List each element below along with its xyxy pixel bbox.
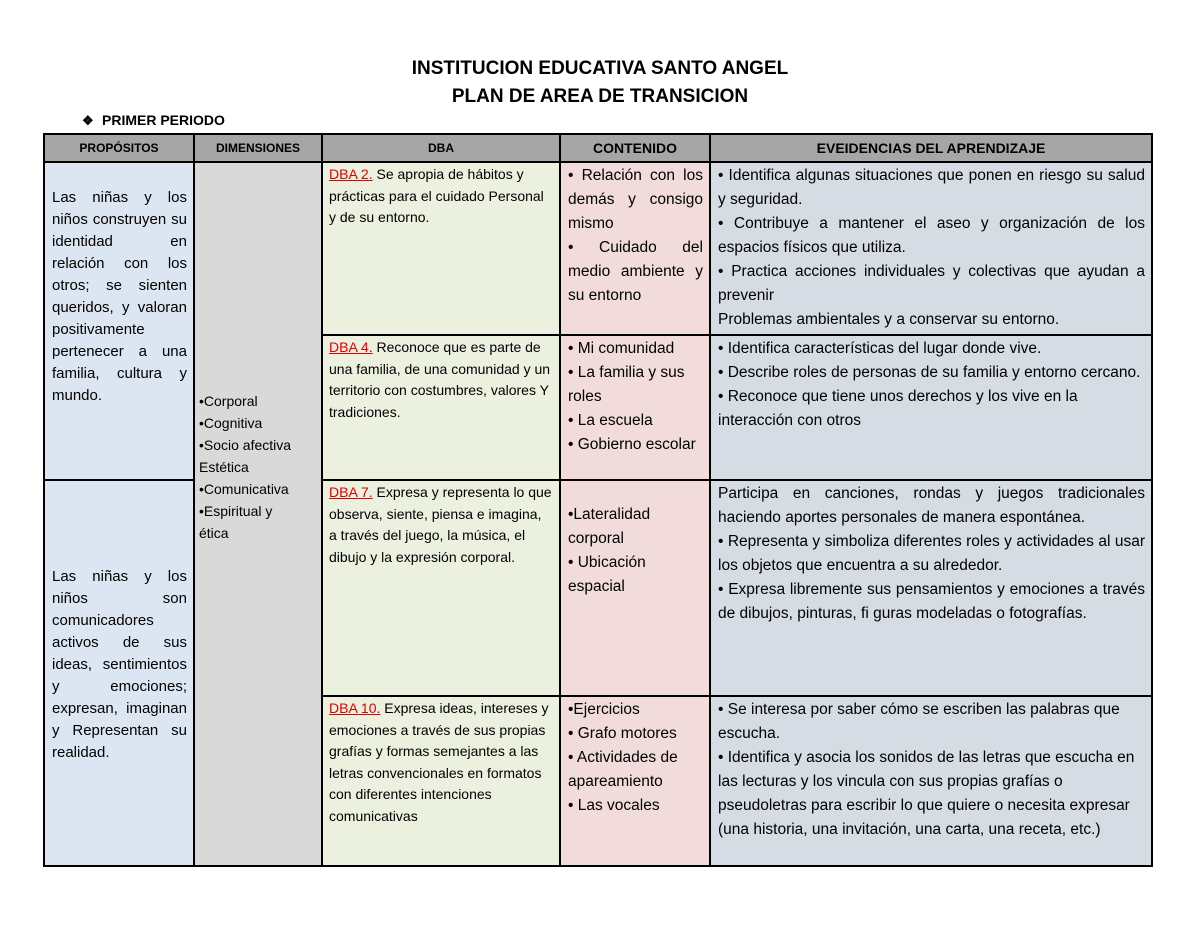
- header-evidencias: EVEIDENCIAS DEL APRENDIZAJE: [710, 134, 1152, 162]
- dba-cell: [322, 162, 560, 335]
- dimension-item: Estética: [199, 458, 249, 475]
- evidencia-item: • Practica acciones individuales y colectivas que ayudan a prevenir: [718, 263, 1145, 304]
- evidencia-item: • Describe roles de personas de su familia y entorno cercano.: [718, 364, 1141, 381]
- dba-text: Expresa y representa lo que observa, siente, piensa e imagina, a través del juego, la música, el dibujo y la expresión corporal.: [329, 484, 552, 565]
- contenido-item: • Grafo motores: [568, 725, 677, 742]
- period-heading: [82, 112, 225, 129]
- evidencia-item: • Identifica algunas situaciones que ponen en riesgo su salud y seguridad.: [718, 167, 1145, 208]
- contenido-item: • La familia y sus roles: [568, 364, 685, 405]
- contenido-item: •Ejercicios: [568, 701, 640, 718]
- dba-text: Se apropia de hábitos y prácticas para el cuidado Personal y de su entorno.: [329, 166, 544, 225]
- contenido-cell: [560, 335, 710, 480]
- contenido-cell: [560, 696, 710, 866]
- evidencia-item: • Identifica características del lugar donde vive.: [718, 340, 1042, 357]
- evidencia-item: • Se interesa por saber cómo se escriben las palabras que escucha.: [718, 701, 1120, 742]
- header-propositos: PROPÓSITOS: [44, 134, 194, 162]
- header-dba: DBA: [322, 134, 560, 162]
- institution-title: INSTITUCION EDUCATIVA SANTO ANGEL: [411, 58, 789, 79]
- evidencias-cell: [710, 480, 1152, 696]
- dba-text: Reconoce que es parte de una familia, de una comunidad y un territorio con costumbres, valores Y tradiciones.: [329, 339, 551, 420]
- dimension-item: •Cognitiva: [199, 414, 263, 431]
- dba-cell: [322, 696, 560, 866]
- dba-code: DBA 2.: [329, 166, 373, 182]
- evidencia-item: Participa en canciones, rondas y juegos tradicionales haciendo aportes personales de manera espontánea.: [718, 485, 1145, 526]
- contenido-item: • Ubicación espacial: [568, 554, 646, 595]
- dba-text: Expresa ideas, intereses y emociones a través de sus propias grafías y formas semejantes a las letras convencionales en formatos con diferentes intenciones comunicativas: [329, 700, 549, 824]
- curriculum-table: [43, 133, 1153, 867]
- dimension-item: •Socio afectiva: [199, 436, 292, 453]
- contenido-item: •Lateralidad corporal: [568, 506, 651, 547]
- diamond-bullet-icon: ❖: [82, 113, 94, 128]
- evidencia-item: • Identifica y asocia los sonidos de las letras que escucha en las lecturas y los vincula con sus propias grafías o pseudoletras para escribir lo que quiere o necesita expresar (una historia, una invitación, una carta, una receta, etc.): [718, 749, 1135, 838]
- proposito-cell: [44, 480, 194, 866]
- contenido-item: • Relación con los demás y consigo mismo: [568, 167, 703, 232]
- proposito-text: Las niñas y los niños construyen su identidad en relación con los otros; se sienten queridos, y valoran positivamente pertenecer a una familia, cultura y mundo.: [52, 189, 187, 404]
- contenido-item: • Actividades de apareamiento: [568, 749, 678, 790]
- evidencia-item: Problemas ambientales y a conservar su entorno.: [718, 311, 1060, 328]
- dba-cell: [322, 480, 560, 696]
- contenido-item: • Mi comunidad: [568, 340, 675, 357]
- contenido-item: • Las vocales: [568, 797, 660, 814]
- dimension-item: ética: [199, 524, 229, 541]
- dimension-item: •Comunicativa: [199, 480, 289, 497]
- contenido-item: • Cuidado del medio ambiente y su entorno: [568, 239, 703, 304]
- period-label: PRIMER PERIODO: [102, 112, 225, 128]
- header-dimensiones: DIMENSIONES: [194, 134, 322, 162]
- dba-code: DBA 10.: [329, 700, 381, 716]
- evidencia-item: • Expresa libremente sus pensamientos y emociones a través de dibujos, pinturas, fi guras modeladas o fotografías.: [718, 581, 1145, 622]
- evidencias-cell: [710, 335, 1152, 480]
- proposito-cell: [44, 162, 194, 480]
- contenido-cell: [560, 480, 710, 696]
- proposito-text: Las niñas y los niños son comunicadores activos de sus ideas, sentimientos y emociones; expresan, imaginan y Representan su realidad.: [52, 568, 187, 761]
- header-contenido: CONTENIDO: [560, 134, 710, 162]
- table-row: [44, 162, 1152, 335]
- table-header-row: [44, 134, 1152, 162]
- contenido-cell: [560, 162, 710, 335]
- dimension-item: •Espiritual y: [199, 502, 273, 519]
- dba-code: DBA 4.: [329, 339, 373, 355]
- plan-title: PLAN DE AREA DE TRANSICION: [451, 86, 749, 107]
- evidencia-item: • Representa y simboliza diferentes roles y actividades al usar los objetos que encuentra a su alrededor.: [718, 533, 1145, 574]
- dimension-item: •Corporal: [199, 392, 258, 409]
- evidencias-cell: [710, 162, 1152, 335]
- contenido-item: • La escuela: [568, 412, 653, 429]
- dimensiones-cell: [194, 162, 322, 866]
- evidencias-cell: [710, 696, 1152, 866]
- evidencia-item: • Reconoce que tiene unos derechos y los vive en la interacción con otros: [718, 388, 1078, 429]
- dba-cell: [322, 335, 560, 480]
- evidencia-item: • Contribuye a mantener el aseo y organización de los espacios físicos que utiliza.: [718, 215, 1145, 256]
- dba-code: DBA 7.: [329, 484, 373, 500]
- contenido-item: • Gobierno escolar: [568, 436, 696, 453]
